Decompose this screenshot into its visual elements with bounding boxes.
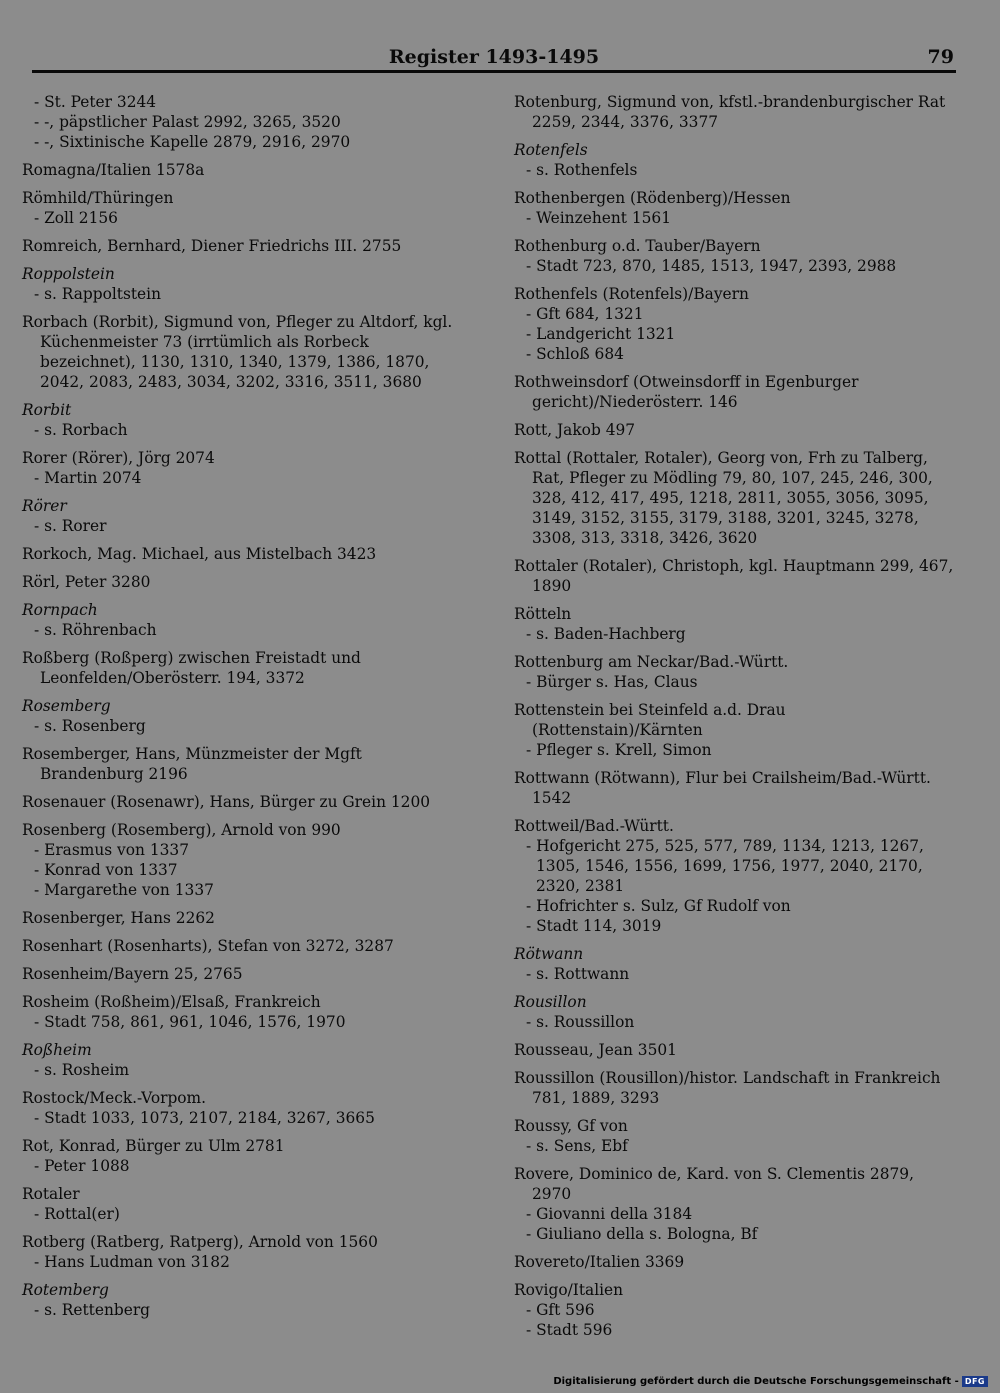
index-entry [514, 1280, 954, 1340]
index-subentry: - s. Rosenberg [34, 717, 146, 735]
page-title: Register 1493-1495 [388, 46, 600, 68]
index-subentry: - Rottal(er) [34, 1205, 120, 1223]
index-entry [514, 284, 954, 364]
index-entry [514, 700, 954, 760]
index-headword: Rorbit [22, 401, 72, 419]
index-headword: Rorbach (Rorbit), Sigmund von, Pfleger zu Altdorf, kgl. Küchenmeister 73 (irrtümlich als Rorbeck bezeichnet), 1130, 1310, 1340, 1379, 1386, 1870, 2042, 2083, 2483, 3034, 3202, 3316, 3511, 3680 [22, 313, 453, 391]
index-entry [22, 160, 462, 180]
index-subentry: - Giovanni della 3184 [526, 1205, 693, 1223]
index-entry [514, 448, 954, 548]
index-headword: Rothenbergen (Rödenberg)/Hessen [514, 189, 791, 207]
index-entry [22, 1040, 462, 1080]
index-headword: Rottaler (Rotaler), Christoph, kgl. Hauptmann 299, 467, 1890 [514, 557, 954, 595]
index-subentry: - s. Rettenberg [34, 1301, 151, 1319]
index-headword: Rousillon [514, 993, 587, 1011]
index-entry [22, 312, 462, 392]
index-subentry: - Zoll 2156 [34, 209, 118, 227]
index-entry [514, 372, 954, 412]
index-headword: Rottenstein bei Steinfeld a.d. Drau (Rottenstain)/Kärnten [514, 701, 786, 739]
index-entry [514, 1068, 954, 1108]
page-header [32, 44, 956, 70]
index-entry [22, 964, 462, 984]
index-subentry: - Erasmus von 1337 [34, 841, 189, 859]
index-subentry: - Giuliano della s. Bologna, Bf [526, 1225, 758, 1243]
index-entry [22, 1280, 462, 1320]
index-subentry: - Landgericht 1321 [526, 325, 676, 343]
index-headword: Rousseau, Jean 3501 [514, 1041, 677, 1059]
right-column [514, 92, 954, 1348]
index-entry [514, 1164, 954, 1244]
index-headword: Rottal (Rottaler, Rotaler), Georg von, Frh zu Talberg, Rat, Pfleger zu Mödling 79, 80, 107, 245, 246, 300, 328, 412, 417, 495, 1218, 2811, 3055, 3056, 3095, 3149, 3152, 3155, 3179, 3188, 3201, 3245, 3278, 3308, 313, 3318, 3426, 3620 [514, 449, 933, 547]
index-subentry: - Hofgericht 275, 525, 577, 789, 1134, 1213, 1267, 1305, 1546, 1556, 1699, 1756, 1977, 2040, 2170, 2320, 2381 [526, 837, 924, 895]
index-subentry: - s. Rappoltstein [34, 285, 161, 303]
index-entry [514, 768, 954, 808]
index-entry [22, 572, 462, 592]
index-headword: Rörer [22, 497, 67, 515]
index-entry [514, 420, 954, 440]
index-entry [22, 820, 462, 900]
footer [553, 1376, 988, 1387]
index-headword: Rosenberg (Rosemberg), Arnold von 990 [22, 821, 341, 839]
index-headword: Rovere, Dominico de, Kard. von S. Clementis 2879, 2970 [514, 1165, 914, 1203]
index-entry [22, 648, 462, 688]
index-entry [22, 1184, 462, 1224]
index-headword: Roussy, Gf von [514, 1117, 628, 1135]
index-entry [22, 1136, 462, 1176]
index-headword: Rotberg (Ratberg, Ratperg), Arnold von 1560 [22, 1233, 378, 1251]
index-subentry: - Gft 684, 1321 [526, 305, 644, 323]
index-entry [514, 992, 954, 1032]
index-entry [22, 600, 462, 640]
index-headword: Rothenfels (Rotenfels)/Bayern [514, 285, 749, 303]
index-subentry: - Hans Ludman von 3182 [34, 1253, 230, 1271]
index-headword: Rosenhart (Rosenharts), Stefan von 3272, 3287 [22, 937, 394, 955]
index-headword: Rörl, Peter 3280 [22, 573, 151, 591]
index-headword: Rovigo/Italien [514, 1281, 624, 1299]
index-entry [22, 236, 462, 256]
header-divider [32, 70, 956, 73]
index-subentry: - Schloß 684 [526, 345, 624, 363]
index-subentry: - Stadt 723, 870, 1485, 1513, 1947, 2393, 2988 [526, 257, 897, 275]
index-entry [22, 792, 462, 812]
index-subentry: - Stadt 758, 861, 961, 1046, 1576, 1970 [34, 1013, 346, 1031]
index-subentry: - s. Rosheim [34, 1061, 130, 1079]
index-subentry: - s. Rothenfels [526, 161, 638, 179]
index-entry [22, 696, 462, 736]
index-headword: Rothenburg o.d. Tauber/Bayern [514, 237, 761, 255]
index-entry [22, 496, 462, 536]
index-entry [514, 816, 954, 936]
page-number: 79 [927, 46, 954, 68]
index-headword: Rotenburg, Sigmund von, kfstl.-brandenburgischer Rat 2259, 2344, 3376, 3377 [514, 93, 946, 131]
index-entry [514, 236, 954, 276]
index-entry [22, 908, 462, 928]
index-subentry: - Margarethe von 1337 [34, 881, 214, 899]
index-subentry: - s. Röhrenbach [34, 621, 157, 639]
index-headword: Roussillon (Rousillon)/histor. Landschaft in Frankreich 781, 1889, 3293 [514, 1069, 941, 1107]
index-headword: Rosenheim/Bayern 25, 2765 [22, 965, 243, 983]
index-headword: Rötwann [514, 945, 584, 963]
index-entry [22, 400, 462, 440]
index-subentry: - s. Rorer [34, 517, 107, 535]
index-entry [22, 92, 462, 152]
index-subentry: - Stadt 596 [526, 1321, 613, 1339]
index-headword: Rosheim (Roßheim)/Elsaß, Frankreich [22, 993, 321, 1011]
index-entry [514, 944, 954, 984]
index-subentry: - Weinzehent 1561 [526, 209, 671, 227]
index-entry [514, 140, 954, 180]
index-headword: Rosenberger, Hans 2262 [22, 909, 215, 927]
index-headword: Rott, Jakob 497 [514, 421, 636, 439]
index-subentry: - s. Baden-Hachberg [526, 625, 686, 643]
index-headword: Roßheim [22, 1041, 92, 1059]
index-headword: Rovereto/Italien 3369 [514, 1253, 685, 1271]
left-column [22, 92, 462, 1328]
index-subentry: - St. Peter 3244 [34, 93, 157, 111]
index-entry [514, 652, 954, 692]
index-subentry: - Stadt 1033, 1073, 2107, 2184, 3267, 3665 [34, 1109, 375, 1127]
index-entry [22, 1088, 462, 1128]
index-headword: Rornpach [22, 601, 98, 619]
index-headword: Rot, Konrad, Bürger zu Ulm 2781 [22, 1137, 285, 1155]
index-subentry: - Konrad von 1337 [34, 861, 178, 879]
index-headword: Rottenburg am Neckar/Bad.-Württ. [514, 653, 789, 671]
index-headword: Romagna/Italien 1578a [22, 161, 205, 179]
index-headword: Rothweinsdorf (Otweinsdorff in Egenburger gericht)/Niederösterr. 146 [514, 373, 859, 411]
index-entry [22, 544, 462, 564]
index-entry [22, 188, 462, 228]
index-headword: Rosemberg [22, 697, 111, 715]
index-subentry: - Pfleger s. Krell, Simon [526, 741, 712, 759]
index-headword: Rosemberger, Hans, Münzmeister der Mgft Brandenburg 2196 [22, 745, 362, 783]
index-headword: Römhild/Thüringen [22, 189, 174, 207]
index-subentry: - Martin 2074 [34, 469, 142, 487]
index-entry [22, 936, 462, 956]
index-headword: Rorkoch, Mag. Michael, aus Mistelbach 3423 [22, 545, 377, 563]
index-subentry: - s. Roussillon [526, 1013, 635, 1031]
index-entry [22, 448, 462, 488]
index-subentry: - s. Rottwann [526, 965, 630, 983]
index-subentry: - Stadt 114, 3019 [526, 917, 662, 935]
index-entry [22, 264, 462, 304]
index-entry [514, 1252, 954, 1272]
index-headword: Rottweil/Bad.-Württ. [514, 817, 674, 835]
dfg-logo: DFG [962, 1376, 988, 1387]
index-headword: Roßberg (Roßperg) zwischen Freistadt und Leonfelden/Oberösterr. 194, 3372 [22, 649, 361, 687]
index-headword: Rottwann (Rötwann), Flur bei Crailsheim/Bad.-Württ. 1542 [514, 769, 931, 807]
footer-text: Digitalisierung gefördert durch die Deutsche Forschungsgemeinschaft - [553, 1376, 959, 1387]
index-entry [514, 556, 954, 596]
index-entry [514, 188, 954, 228]
index-headword: Romreich, Bernhard, Diener Friedrichs III. 2755 [22, 237, 402, 255]
index-subentry: - Gft 596 [526, 1301, 595, 1319]
index-entry [22, 992, 462, 1032]
index-entry [22, 744, 462, 784]
index-headword: Rötteln [514, 605, 572, 623]
index-subentry: - Bürger s. Has, Claus [526, 673, 698, 691]
index-headword: Rotaler [22, 1185, 80, 1203]
index-entry [514, 604, 954, 644]
index-subentry: - s. Rorbach [34, 421, 128, 439]
index-headword: Rosenauer (Rosenawr), Hans, Bürger zu Grein 1200 [22, 793, 431, 811]
index-subentry: - -, Sixtinische Kapelle 2879, 2916, 2970 [34, 133, 351, 151]
index-entry [514, 1116, 954, 1156]
index-headword: Rotenfels [514, 141, 588, 159]
index-headword: Rostock/Meck.-Vorpom. [22, 1089, 207, 1107]
index-headword: Rotemberg [22, 1281, 109, 1299]
index-subentry: - -, päpstlicher Palast 2992, 3265, 3520 [34, 113, 341, 131]
index-subentry: - s. Sens, Ebf [526, 1137, 628, 1155]
index-entry [514, 92, 954, 132]
index-headword: Rorer (Rörer), Jörg 2074 [22, 449, 215, 467]
index-subentry: - Hofrichter s. Sulz, Gf Rudolf von [526, 897, 791, 915]
index-entry [22, 1232, 462, 1272]
index-subentry: - Peter 1088 [34, 1157, 130, 1175]
index-headword: Roppolstein [22, 265, 115, 283]
index-entry [514, 1040, 954, 1060]
